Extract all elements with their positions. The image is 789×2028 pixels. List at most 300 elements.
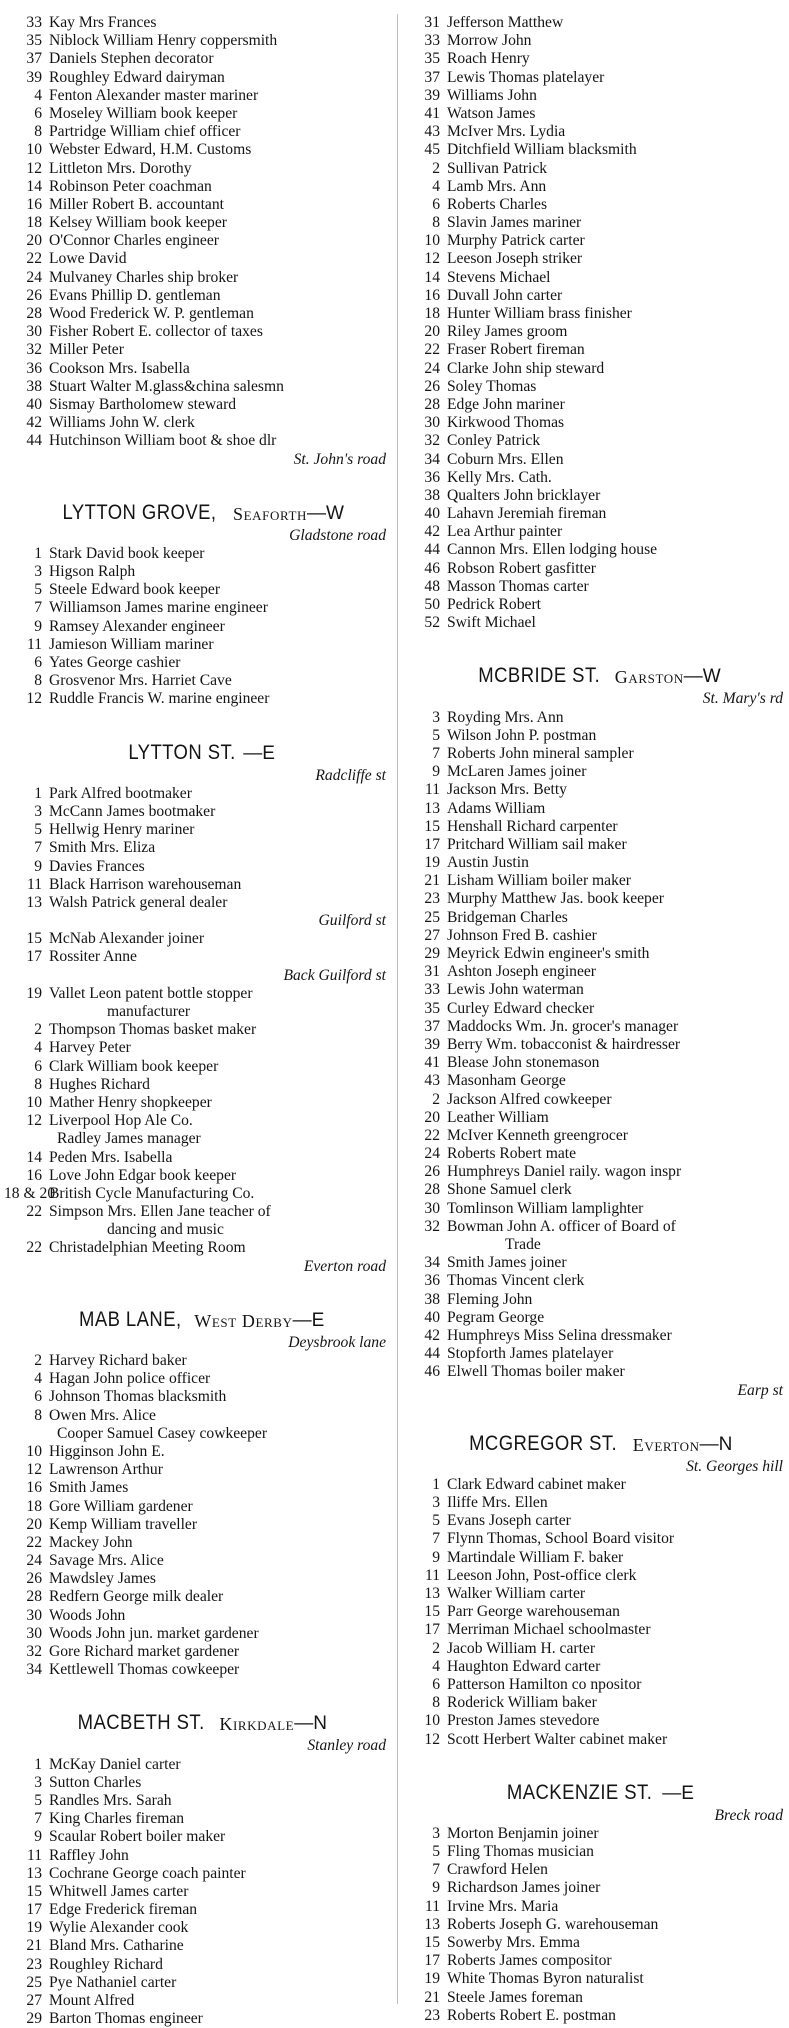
resident-entry: Meyrick Edwin engineer's smith [447, 945, 650, 962]
house-number: 1 [34, 544, 42, 562]
directory-entry [402, 1879, 789, 1897]
resident-entry: Mather Henry shopkeeper [49, 1093, 212, 1111]
directory-entry [4, 1443, 392, 1461]
directory-entry [4, 1167, 392, 1185]
resident-entry: Johnson Fred B. cashier [447, 926, 597, 944]
directory-entry [402, 872, 789, 890]
directory-entry [402, 323, 789, 341]
resident-entry: O'Connor Charles engineer [49, 232, 219, 250]
house-number: 4 [432, 177, 440, 195]
directory-entry [4, 839, 392, 857]
resident-entry: Sowerby Mrs. Emma [447, 1934, 580, 1951]
street-name: LYTTON ST. [128, 740, 236, 764]
house-number: 9 [34, 857, 42, 875]
resident-entry: McCann James bootmaker [49, 802, 216, 820]
house-number: 22 [26, 1239, 42, 1257]
directory-entry [402, 87, 789, 105]
directory-entry [4, 1865, 392, 1883]
resident-entry: Adams William [447, 799, 546, 817]
house-number: 9 [432, 1879, 440, 1897]
resident-entry: Thompson Thomas basket maker [49, 1021, 257, 1039]
directory-entry [402, 927, 789, 945]
house-number: 18 [26, 1497, 42, 1515]
house-number: 15 [424, 817, 440, 835]
house-number: 20 [26, 232, 42, 250]
cross-street: Deysbrook lane [288, 1333, 386, 1351]
resident-entry: Scott Herbert Walter cabinet maker [447, 1730, 668, 1748]
directory-entry [4, 1774, 392, 1792]
resident-entry: Elwell Thomas boiler maker [447, 1363, 625, 1381]
house-number: 12 [26, 159, 42, 177]
house-number: 46 [424, 559, 440, 577]
house-number: 22 [424, 1126, 440, 1144]
directory-entry [4, 1407, 392, 1425]
directory-entry [402, 745, 789, 763]
house-number: 43 [424, 123, 440, 141]
district-name: Seaforth [233, 503, 307, 524]
directory-entry [402, 1363, 789, 1381]
house-number: 9 [34, 1828, 42, 1846]
directory-entry [402, 596, 789, 614]
house-number: 7 [432, 1861, 440, 1879]
directory-entry [4, 123, 392, 141]
directory-entry [4, 1992, 392, 2010]
directory-entry [402, 800, 789, 818]
resident-entry: Ruddle Francis W. marine engineer [49, 690, 270, 708]
cross-street: Stanley road [307, 1737, 386, 1755]
resident-entry: Lowe David [49, 250, 127, 268]
resident-entry: Bland Mrs. Catharine [49, 1937, 184, 1955]
directory-entry [402, 196, 789, 214]
house-number: 17 [26, 1901, 42, 1919]
house-number: 20 [424, 323, 440, 341]
house-number: 16 [26, 1166, 42, 1184]
directory-entry [4, 821, 392, 839]
house-number: 9 [34, 617, 42, 635]
house-number: 52 [424, 614, 440, 632]
house-number: 25 [424, 908, 440, 926]
resident-entry: Bridgeman Charles [447, 908, 568, 926]
directory-entry [402, 1970, 789, 1988]
house-number: 10 [424, 1712, 440, 1730]
directory-entry [4, 1828, 392, 1846]
directory-entry [402, 123, 789, 141]
resident-entry: Masson Thomas carter [447, 577, 589, 595]
directory-entry [4, 803, 392, 821]
directory-entry [4, 269, 392, 287]
cross-street: Everton road [303, 1257, 386, 1275]
house-number: 7 [34, 599, 42, 617]
directory-entry [402, 890, 789, 908]
resident-entry: Jackson Alfred cowkeeper [447, 1090, 612, 1108]
resident-entry: Fling Thomas musician [447, 1843, 594, 1861]
house-number: 14 [424, 268, 440, 286]
resident-entry: Mawdsley James [49, 1570, 156, 1588]
directory-entry [402, 1861, 789, 1879]
house-number: 35 [26, 32, 42, 50]
directory-entry [4, 930, 392, 948]
side-separator: — [292, 1309, 312, 1331]
directory-entry [402, 709, 789, 727]
resident-entry: Mackey John [49, 1533, 133, 1551]
house-number: 48 [424, 577, 440, 595]
directory-entry [402, 1916, 789, 1934]
street-name: MACBETH ST. [77, 1711, 205, 1735]
house-number: 22 [26, 1203, 42, 1221]
directory-entry [4, 1094, 392, 1112]
resident-entry: Walsh Patrick general dealer [49, 893, 228, 911]
house-number: 22 [424, 341, 440, 359]
resident-entry: Moseley William book keeper [49, 104, 238, 122]
directory-entry [4, 1792, 392, 1810]
directory-entry [402, 305, 789, 323]
house-number-blank [4, 1130, 49, 1148]
house-number: 50 [424, 596, 440, 613]
house-number: 24 [424, 1145, 440, 1163]
house-number: 44 [26, 432, 42, 450]
house-number: 29 [424, 945, 440, 962]
resident-entry: Jacob William H. carter [447, 1639, 596, 1657]
resident-entry: Kirkwood Thomas [447, 414, 565, 432]
house-number: 3 [34, 563, 42, 581]
directory-entry [402, 614, 789, 632]
street-heading [4, 709, 392, 767]
house-number: 14 [26, 177, 42, 195]
street-heading [402, 1749, 789, 1807]
resident-entry: Peden Mrs. Isabella [49, 1148, 173, 1166]
directory-entry [402, 32, 789, 50]
directory-entry [4, 1149, 392, 1167]
directory-entry [402, 287, 789, 305]
directory-entry [4, 1919, 392, 1937]
directory-entry [4, 1461, 392, 1479]
directory-entry [402, 1218, 789, 1236]
directory-entry [402, 1072, 789, 1090]
house-number: 9 [432, 763, 440, 781]
resident-entry: Qualters John bricklayer [447, 486, 601, 504]
resident-entry: Lamb Mrs. Ann [447, 177, 547, 195]
directory-entry [402, 487, 789, 505]
resident-entry: Johnson Thomas blacksmith [49, 1388, 227, 1406]
resident-entry: Ashton Joseph engineer [447, 963, 596, 981]
house-number: 42 [424, 523, 440, 541]
resident-entry: Crawford Helen [447, 1861, 548, 1879]
directory-entry [402, 945, 789, 963]
resident-entry: Leeson Joseph striker [447, 250, 583, 268]
directory-entry [402, 1291, 789, 1309]
resident-entry: Wylie Alexander cook [49, 1919, 189, 1937]
house-number: 46 [424, 1363, 440, 1381]
street-name: MAB LANE, [78, 1307, 182, 1331]
street-name: MCGREGOR ST. [468, 1431, 617, 1455]
resident-entry: Riley James groom [447, 323, 568, 341]
directory-entry [402, 560, 789, 578]
resident-entry: Roach Henry [447, 50, 530, 68]
resident-entry: Pedrick Robert [447, 596, 541, 613]
directory-entry [4, 432, 392, 450]
resident-entry: Tomlinson William lamplighter [447, 1199, 644, 1217]
house-number: 24 [26, 268, 42, 286]
house-number: 2 [432, 1090, 440, 1108]
resident-entry: Vallet Leon patent bottle stopper [49, 984, 253, 1002]
resident-entry: McNab Alexander joiner [49, 930, 205, 948]
resident-entry: Sismay Bartholomew steward [49, 395, 237, 413]
directory-entry [4, 1661, 392, 1679]
resident-entry: Harvey Richard baker [49, 1352, 187, 1369]
resident-entry: Roberts John mineral sampler [447, 744, 634, 762]
directory-entry [402, 1145, 789, 1163]
resident-entry: Wood Frederick W. P. gentleman [49, 305, 254, 322]
directory-entry [402, 14, 789, 32]
house-number: 6 [34, 654, 42, 671]
directory-entry [402, 160, 789, 178]
district-name: Kirkdale [219, 1714, 295, 1735]
cross-street: Breck road [714, 1806, 783, 1824]
house-number: 3 [432, 1494, 440, 1512]
house-number: 6 [432, 195, 440, 213]
resident-entry: Stark David book keeper [49, 544, 205, 562]
house-number: 34 [424, 450, 440, 468]
resident-entry: Lahavn Jeremiah fireman [447, 505, 607, 523]
resident-entry: Jefferson Matthew [447, 14, 564, 31]
directory-entry [402, 1585, 789, 1603]
resident-entry: Rossiter Anne [49, 948, 137, 966]
resident-entry: Liverpool Hop Ale Co. [49, 1112, 193, 1130]
directory-entry [4, 1239, 392, 1257]
resident-entry: Williamson James marine engineer [49, 599, 268, 617]
directory-entry [402, 1934, 789, 1952]
resident-entry: Flynn Thomas, School Board visitor [447, 1530, 675, 1548]
house-number: 8 [432, 1694, 440, 1712]
directory-entry [4, 985, 392, 1003]
resident-entry: Gore William gardener [49, 1497, 193, 1515]
directory-entry [402, 378, 789, 396]
resident-entry: Harvey Peter [49, 1039, 131, 1057]
side-separator: — [243, 742, 263, 764]
resident-entry: Roderick William baker [447, 1694, 597, 1712]
house-number: 26 [26, 286, 42, 304]
house-number: 1 [34, 784, 42, 802]
district-name: Garston [614, 667, 684, 688]
house-number: 26 [424, 377, 440, 395]
house-number: 8 [34, 1075, 42, 1093]
directory-entry [402, 451, 789, 469]
house-number: 7 [34, 1810, 42, 1828]
resident-entry: Slavin James mariner [447, 214, 582, 232]
directory-entry [4, 545, 392, 563]
resident-entry: Steele James foreman [447, 1988, 583, 2006]
directory-entry [4, 1203, 392, 1221]
resident-entry: Simpson Mrs. Ellen Jane teacher of [49, 1203, 271, 1221]
directory-entry [4, 396, 392, 414]
house-number: 13 [424, 799, 440, 817]
house-number: 21 [26, 1937, 42, 1955]
house-number: 34 [26, 1661, 42, 1679]
entry-text: dancing and music [107, 1221, 224, 1239]
directory-entry [4, 105, 392, 123]
resident-entry: Cochrane George coach painter [49, 1864, 246, 1882]
resident-entry: Bowman John A. officer of Board of [447, 1217, 676, 1235]
house-number: 37 [26, 50, 42, 68]
house-number: 10 [26, 1442, 42, 1460]
directory-entry [402, 2007, 789, 2025]
house-number: 37 [424, 68, 440, 86]
house-number: 41 [424, 104, 440, 122]
resident-entry: Davies Frances [49, 857, 145, 875]
house-number: 8 [432, 214, 440, 232]
house-number: 11 [424, 781, 440, 799]
resident-entry: Murphy Matthew Jas. book keeper [447, 890, 664, 908]
house-number: 6 [34, 104, 42, 122]
street-name: MACKENZIE ST. [506, 1780, 653, 1804]
directory-entry [4, 1479, 392, 1497]
directory-entry [402, 1476, 789, 1494]
house-number: 15 [26, 930, 42, 948]
resident-entry: Kelly Mrs. Cath. [447, 468, 552, 486]
directory-entry [4, 1552, 392, 1570]
resident-entry: Redfern George milk dealer [49, 1588, 224, 1606]
resident-entry: Preston James stevedore [447, 1712, 600, 1730]
resident-entry: Humphreys Miss Selina dressmaker [447, 1326, 672, 1344]
house-number: 17 [424, 835, 440, 853]
resident-entry: Roberts Charles [447, 195, 548, 213]
entry-text: Trade [505, 1236, 541, 1253]
directory-entry [402, 1272, 789, 1290]
cross-street: St. John's road [293, 450, 386, 468]
house-number: 31 [424, 963, 440, 981]
directory-entry [402, 1694, 789, 1712]
house-number: 30 [26, 1624, 42, 1642]
directory-entry [402, 1658, 789, 1676]
house-number: 19 [26, 1919, 42, 1937]
house-number: 21 [424, 872, 440, 890]
resident-entry: Richardson James joiner [447, 1879, 601, 1897]
resident-entry: Grosvenor Mrs. Harriet Cave [49, 672, 232, 690]
resident-entry: Savage Mrs. Alice [49, 1552, 164, 1570]
directory-entry [4, 1570, 392, 1588]
house-number: 44 [424, 541, 440, 559]
house-number: 26 [26, 1570, 42, 1588]
house-number: 19 [424, 1970, 440, 1988]
house-number: 7 [34, 839, 42, 857]
house-number: 32 [26, 341, 42, 359]
house-number-blank [4, 1221, 49, 1239]
directory-entry [402, 269, 789, 287]
directory-entry [402, 1054, 789, 1072]
house-number: 40 [26, 395, 42, 413]
resident-entry: Kay Mrs Frances [49, 14, 157, 31]
resident-entry: Roberts James compositor [447, 1952, 612, 1970]
directory-entry [402, 1036, 789, 1054]
directory-entry [402, 1843, 789, 1861]
house-number: 40 [424, 505, 440, 523]
resident-entry: Kelsey William book keeper [49, 214, 227, 232]
entry-text: Cooper Samuel Casey cowkeeper [57, 1424, 268, 1442]
directory-entry [402, 541, 789, 559]
resident-entry: Kettlewell Thomas cowkeeper [49, 1661, 240, 1679]
directory-entry [402, 1712, 789, 1730]
house-number: 20 [424, 1108, 440, 1126]
house-number: 23 [424, 890, 440, 908]
resident-entry: McIver Mrs. Lydia [447, 123, 566, 141]
resident-entry: Morton Benjamin joiner [447, 1824, 599, 1842]
directory-entry [402, 1254, 789, 1272]
house-number: 39 [424, 86, 440, 104]
resident-entry: Masonham George [447, 1072, 566, 1090]
house-number: 32 [424, 1217, 440, 1235]
directory-entry [402, 1000, 789, 1018]
resident-entry: Woods John jun. market gardener [49, 1624, 259, 1642]
resident-entry: Owen Mrs. Alice [49, 1406, 156, 1424]
street-name: LYTTON GROVE, [62, 500, 217, 524]
directory-entry [4, 32, 392, 50]
directory-entry [402, 214, 789, 232]
directory-entry [4, 69, 392, 87]
house-number: 34 [424, 1254, 440, 1272]
resident-entry: Walker William carter [447, 1585, 586, 1602]
directory-entry [402, 250, 789, 268]
resident-entry: Love John Edgar book keeper [49, 1166, 237, 1184]
house-number: 4 [432, 1657, 440, 1675]
directory-entry [4, 876, 392, 894]
house-number: 5 [432, 1843, 440, 1861]
directory-entry [402, 909, 789, 927]
directory-column-left [4, 14, 392, 2028]
resident-entry: Barton Thomas engineer [49, 2010, 203, 2028]
resident-entry: Black Harrison warehouseman [49, 875, 242, 893]
directory-entry [402, 1530, 789, 1548]
resident-entry: Evans Phillip D. gentleman [49, 286, 221, 304]
house-number: 37 [424, 1017, 440, 1035]
directory-entry [402, 232, 789, 250]
resident-entry: Humphreys Daniel raily. wagon inspr [447, 1163, 682, 1181]
directory-entry [4, 672, 392, 690]
directory-entry [402, 763, 789, 781]
directory-entry [402, 1567, 789, 1585]
resident-entry: Sullivan Patrick [447, 159, 548, 177]
directory-entry [402, 360, 789, 378]
house-number: 8 [34, 123, 42, 141]
district-name: West Derby [194, 1310, 293, 1331]
district-name: Everton [632, 1434, 700, 1455]
resident-entry: Jamieson William mariner [49, 635, 214, 653]
house-number: 31 [424, 14, 440, 31]
house-number: 42 [26, 414, 42, 432]
resident-entry: Pritchard William sail maker [447, 835, 627, 853]
cross-street: Radcliffe st [315, 766, 386, 784]
resident-entry: Murphy Patrick carter [447, 232, 585, 250]
resident-entry: Swift Michael [447, 614, 536, 632]
resident-entry: Hunter William brass finisher [447, 305, 632, 322]
resident-entry: Duvall John carter [447, 286, 563, 304]
directory-entry [402, 854, 789, 872]
house-number: 27 [26, 1992, 42, 2009]
directory-entry [4, 1643, 392, 1661]
directory-entry [402, 963, 789, 981]
directory-entry [402, 1200, 789, 1218]
street-heading [402, 1400, 789, 1458]
house-number: 23 [26, 1955, 42, 1973]
resident-entry: Partridge William chief officer [49, 123, 241, 141]
house-number: 17 [26, 948, 42, 966]
resident-entry: Roughley Richard [49, 1955, 163, 1973]
house-number: 13 [424, 1585, 440, 1602]
house-number: 5 [34, 581, 42, 599]
resident-entry: Fenton Alexander master mariner [49, 86, 259, 104]
directory-entry [402, 1091, 789, 1109]
directory-entry [4, 894, 392, 912]
directory-entry [402, 50, 789, 68]
